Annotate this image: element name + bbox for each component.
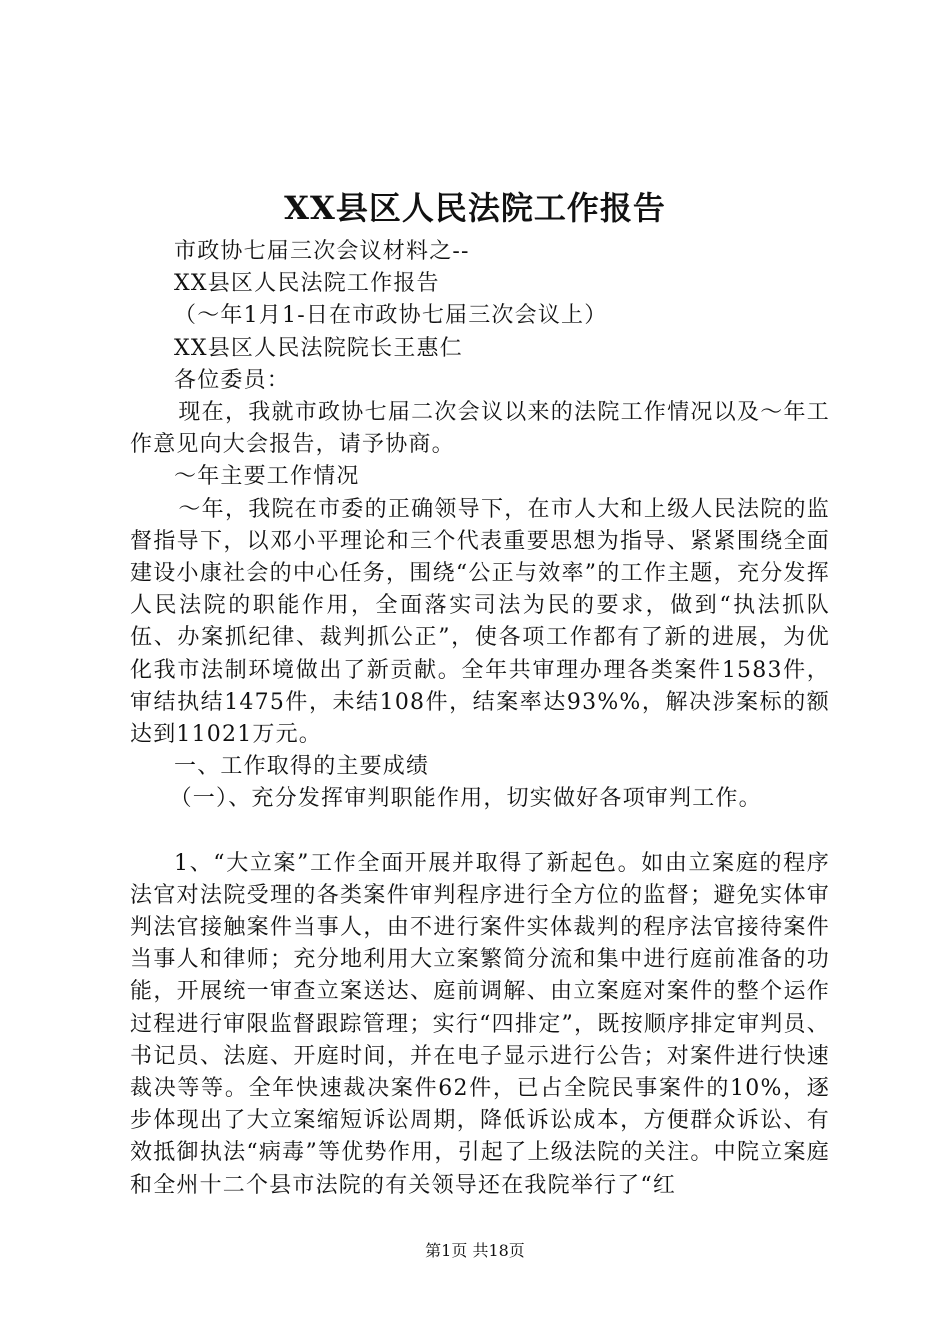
paragraph-author: XX县区人民法院院长王惠仁 <box>174 335 463 361</box>
document-title: XX县区人民法院工作报告 <box>284 189 666 227</box>
page-indicator: 第1页 共18页 <box>425 1241 525 1260</box>
paragraph-meeting-date: （～年1月1-日在市政协七届三次会议上） <box>174 303 608 329</box>
paragraph-report-name: XX县区人民法院工作报告 <box>174 271 440 297</box>
heading-main-work: ～年主要工作情况 <box>174 464 360 490</box>
document-body <box>130 236 830 1202</box>
paragraph-filing-work: 1、“大立案”工作全面开展并取得了新起色。如由立案庭的程序法官对法院受理的各类案件审判程序进行全方位的监督；避免实体审判法官接触案件当事人，由不进行案件实体裁判的程序法官接待案件当事人和律师；充分地利用大立案繁简分流和集中进行庭前准备的功能，开展统一审查立案送达、庭前调解、由立案庭对案件的整个运作过程进行审限监督跟踪管理；实行“四排定”，既按顺序排定审判员、书记员、法庭、开庭时间，并在电子显示进行公告；对案件进行快速裁决等等。全年快速裁决案件62件，已占全院民事案件的10%，逐步体现出了大立案缩短诉讼周期，降低诉讼成本，方便群众诉讼、有效抵御执法“病毒”等优势作用，引起了上级法院的关注。中院立案庭和全州十二个县市法院的有关领导还在我院举行了“红 <box>130 850 830 1198</box>
heading-achievements: 一、工作取得的主要成绩 <box>174 754 430 780</box>
paragraph-overview: ～年，我院在市委的正确领导下，在市人大和上级人民法院的监督指导下，以邓小平理论和三个代表重要思想为指导、紧紧围绕全面建设小康社会的中心任务，围绕“公正与效率”的工作主题，充分发挥人民法院的职能作用，全面落实司法为民的要求，做到“执法抓队伍、办案抓纪律、裁判抓公正”，使各项工作都有了新的进展，为优化我市法制环境做出了新贡献。全年共审理办理各类案件1583件，审结执结1475件，未结108件，结案率达93%%，解决涉案标的额达到11021万元。 <box>130 496 830 748</box>
paragraph-material-note: 市政协七届三次会议材料之-- <box>174 239 470 264</box>
paragraph-salutation: 各位委员： <box>174 367 291 393</box>
heading-section-one: （一）、充分发挥审判职能作用，切实做好各项审判工作。 <box>169 786 762 812</box>
paragraph-intro: 现在，我就市政协七届二次会议以来的法院工作情况以及～年工作意见向大会报告，请予协商。 <box>130 400 830 458</box>
